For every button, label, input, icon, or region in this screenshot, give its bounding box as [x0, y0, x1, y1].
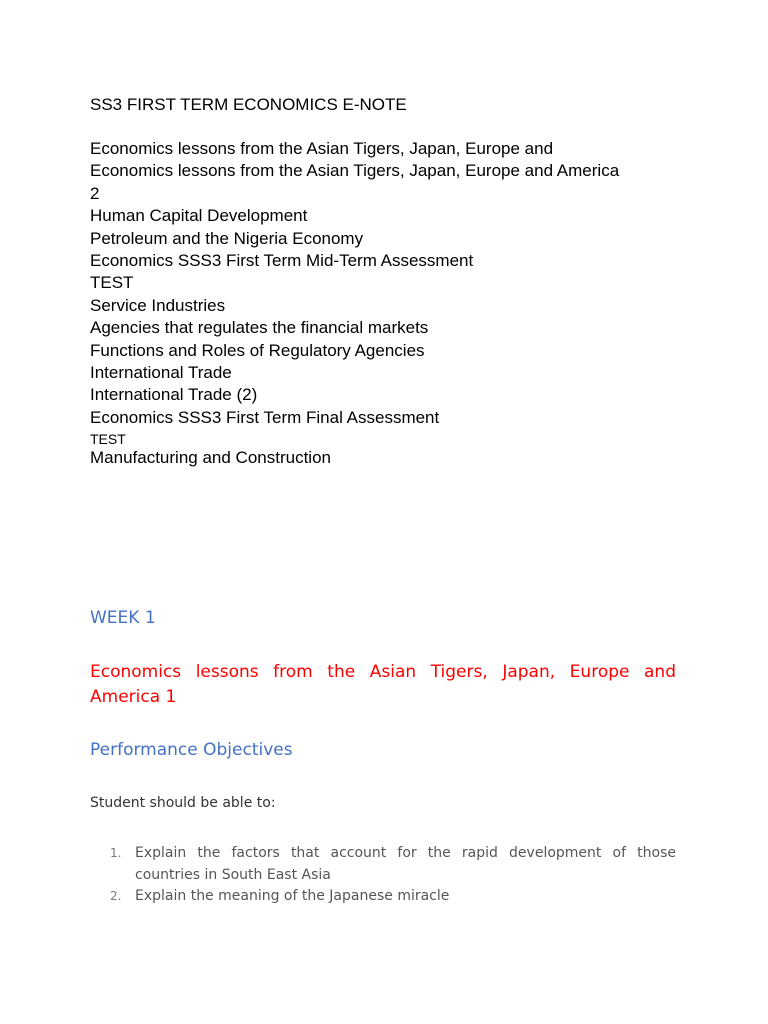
toc-item: Economics SSS3 First Term Final Assessment [90, 407, 440, 427]
document-title: SS3 FIRST TERM ECONOMICS E-NOTE [90, 95, 407, 114]
list-item-text: Explain the meaning of the Japanese miracle [135, 888, 450, 904]
toc-item: Economics lessons from the Asian Tigers, Japan, Europe and [90, 139, 554, 158]
toc-item: International Trade (2) [90, 385, 258, 405]
toc-item: Economics SSS3 First Term Mid-Term Assessment [90, 251, 474, 271]
lesson-title: Economics lessons from the Asian Tigers, Japan, Europe and America 1 [90, 662, 676, 707]
objectives-list [110, 843, 676, 908]
toc-item: Service Industries [90, 295, 226, 315]
toc-item: International Trade [90, 363, 232, 383]
list-number: 2. [110, 889, 122, 903]
list-number: 1. [110, 846, 122, 860]
objectives-intro: Student should be able to: [90, 795, 276, 811]
objectives-heading: Performance Objectives [90, 740, 293, 760]
toc-item: Manufacturing and Construction [90, 448, 331, 468]
list-item-text: Explain the factors that account for the rapid development of those countries in South East Asia [135, 845, 676, 883]
toc-item: Human Capital Development [90, 206, 308, 226]
list-item [110, 843, 676, 886]
table-of-contents [90, 138, 630, 470]
toc-item: TEST [90, 431, 126, 448]
list-item [110, 886, 676, 908]
week-heading: WEEK 1 [90, 608, 156, 628]
toc-item: TEST [90, 273, 134, 293]
toc-item: Functions and Roles of Regulatory Agencies [90, 340, 425, 360]
toc-item: Economics lessons from the Asian Tigers, Japan, Europe and America 2 [90, 161, 620, 203]
toc-item: Petroleum and the Nigeria Economy [90, 228, 364, 248]
toc-item: Agencies that regulates the financial markets [90, 318, 429, 338]
